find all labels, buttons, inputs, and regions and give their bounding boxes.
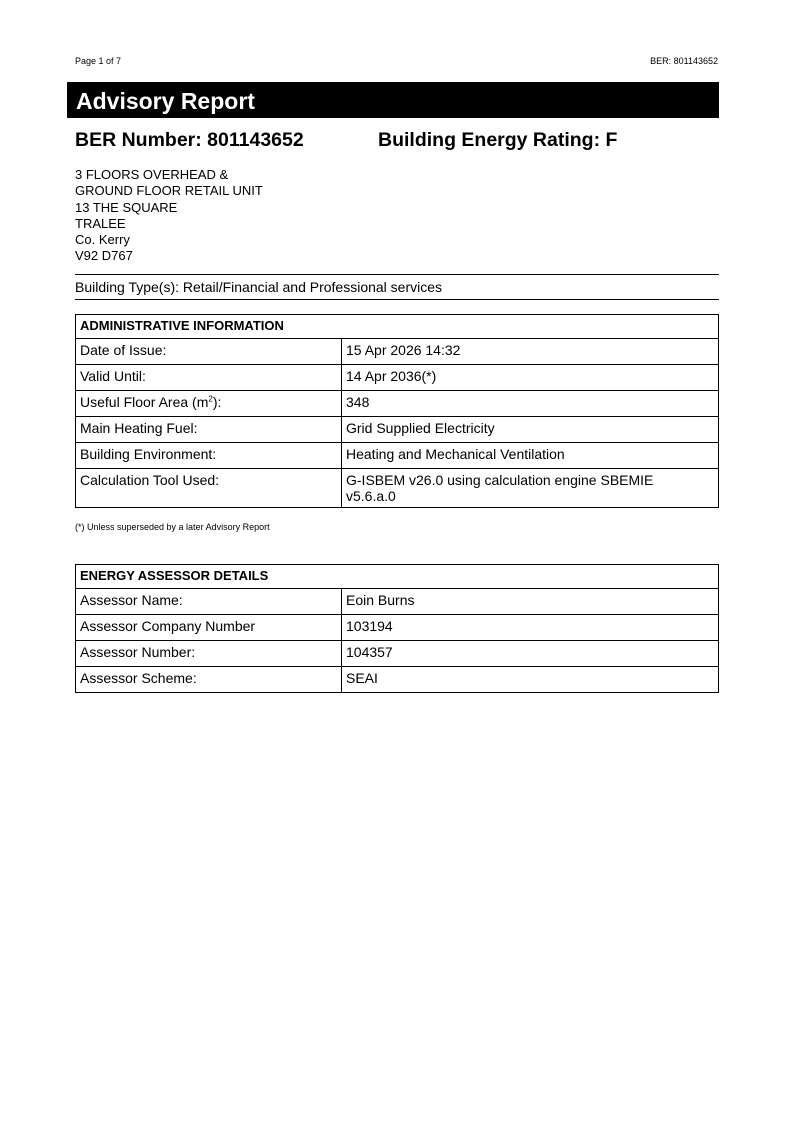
address-line: GROUND FLOOR RETAIL UNIT xyxy=(75,183,263,199)
property-address xyxy=(75,167,263,265)
assessor-company-label: Assessor Company Number xyxy=(76,615,342,641)
assessor-name-label: Assessor Name: xyxy=(76,589,342,615)
calculation-tool-line: v5.6.a.0 xyxy=(346,488,396,504)
assessor-number-label: Assessor Number: xyxy=(76,641,342,667)
address-line: Co. Kerry xyxy=(75,232,130,248)
assessor-company-value: 103194 xyxy=(342,615,719,641)
floor-area-label xyxy=(76,391,342,417)
floor-area-label-close: ): xyxy=(212,394,222,410)
assessor-scheme-value: SEAI xyxy=(342,667,719,693)
table-row xyxy=(76,469,719,508)
assessor-heading: ENERGY ASSESSOR DETAILS xyxy=(76,565,719,589)
table-row xyxy=(76,641,719,667)
table-row xyxy=(76,417,719,443)
address-line: V92 D767 xyxy=(75,248,133,264)
calculation-tool-label: Calculation Tool Used: xyxy=(76,469,342,508)
address-line: 13 THE SQUARE xyxy=(75,199,178,215)
building-environment-value: Heating and Mechanical Ventilation xyxy=(342,443,719,469)
validity-footnote: (*) Unless superseded by a later Advisory Report xyxy=(75,522,270,532)
table-row xyxy=(76,365,719,391)
heating-fuel-label: Main Heating Fuel: xyxy=(76,417,342,443)
ber-number: BER Number: 801143652 xyxy=(75,129,304,151)
valid-until-label: Valid Until: xyxy=(76,365,342,391)
table-row xyxy=(76,391,719,417)
address-line: 3 FLOORS OVERHEAD & xyxy=(75,167,229,182)
page-number: Page 1 of 7 xyxy=(75,56,122,66)
table-row xyxy=(76,615,719,641)
table-row xyxy=(76,667,719,693)
table-row xyxy=(76,589,719,615)
assessor-name-value: Eoin Burns xyxy=(342,589,719,615)
energy-assessor-table xyxy=(75,564,719,693)
table-row xyxy=(76,339,719,365)
energy-rating: Building Energy Rating: F xyxy=(378,129,618,151)
assessor-scheme-label: Assessor Scheme: xyxy=(76,667,342,693)
assessor-number-value: 104357 xyxy=(342,641,719,667)
building-environment-label: Building Environment: xyxy=(76,443,342,469)
floor-area-label-text: Useful Floor Area (m xyxy=(80,394,209,410)
table-header-row xyxy=(76,315,719,339)
report-title-bar xyxy=(67,82,719,118)
report-title: Advisory Report xyxy=(76,88,255,114)
calculation-tool-value xyxy=(342,469,719,508)
valid-until-value: 14 Apr 2036(*) xyxy=(342,365,719,391)
date-of-issue-value: 15 Apr 2026 14:32 xyxy=(342,339,719,365)
heating-fuel-value: Grid Supplied Electricity xyxy=(342,417,719,443)
table-row xyxy=(76,443,719,469)
header-ber-reference: BER: 801143652 xyxy=(650,56,718,66)
address-line: TRALEE xyxy=(75,215,126,231)
table-header-row xyxy=(76,565,719,589)
admin-heading: ADMINISTRATIVE INFORMATION xyxy=(76,315,719,339)
calculation-tool-line: G-ISBEM v26.0 using calculation engine SBEMIE xyxy=(346,472,654,488)
building-type: Building Type(s): Retail/Financial and Professional services xyxy=(75,274,719,300)
administrative-information-table xyxy=(75,314,719,508)
floor-area-value: 348 xyxy=(342,391,719,417)
floor-area-superscript: 2 xyxy=(208,394,213,404)
date-of-issue-label: Date of Issue: xyxy=(76,339,342,365)
